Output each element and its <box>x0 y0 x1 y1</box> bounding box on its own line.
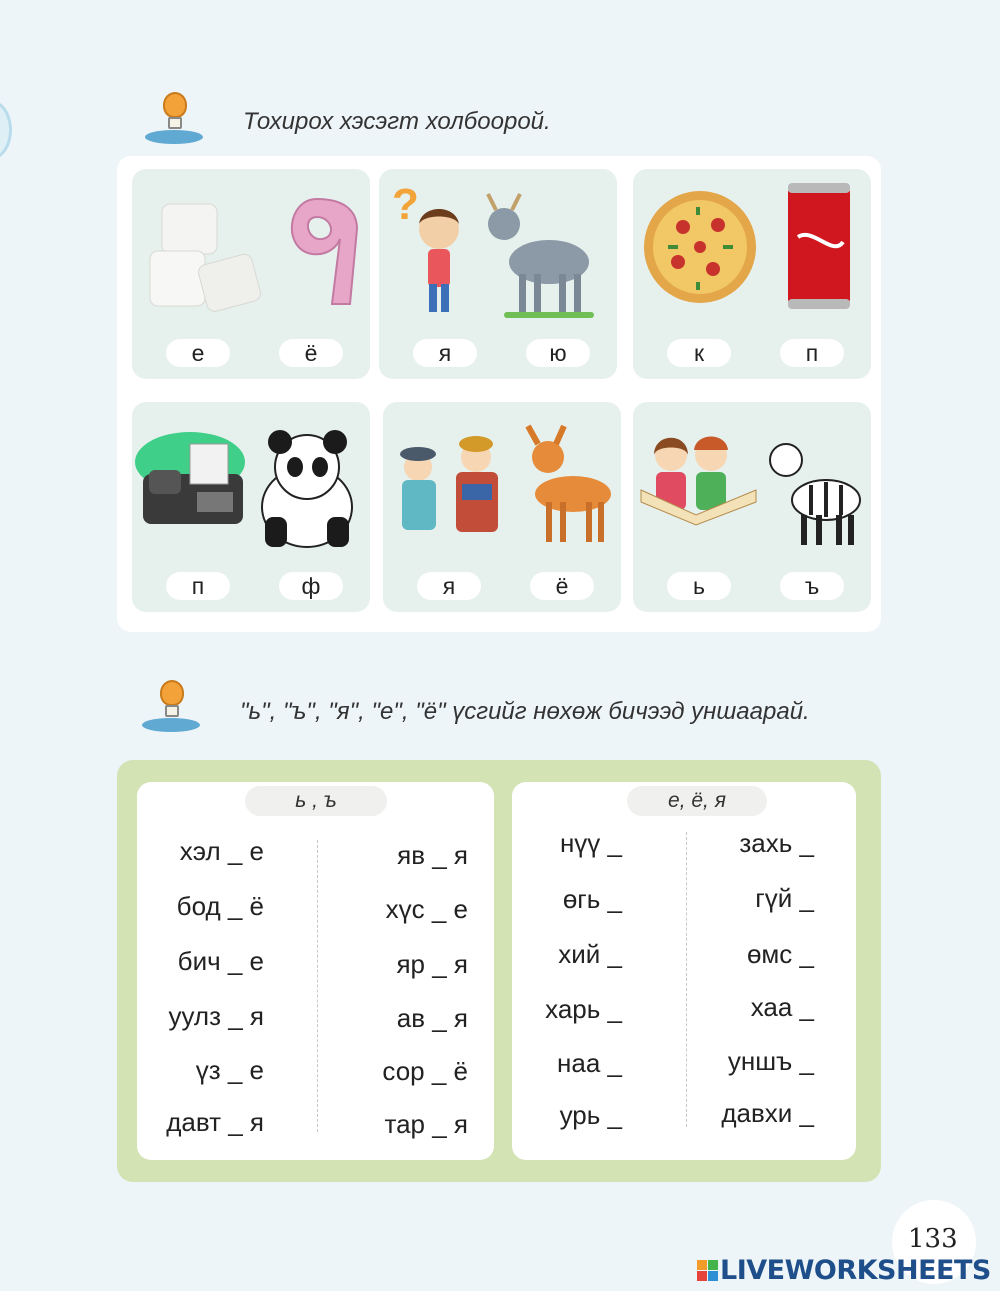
lightbulb-icon <box>145 92 205 144</box>
soft-hard-sign-box <box>137 782 494 1160</box>
sugar-cubes-and-nine-illustration <box>142 179 362 319</box>
fill-word[interactable]: захь _ <box>739 828 814 858</box>
fill-word[interactable]: уншъ _ <box>727 1046 814 1076</box>
fill-word[interactable]: бод _ ё <box>176 891 264 921</box>
picture-card-2 <box>379 169 617 379</box>
option-pill[interactable]: я <box>413 339 477 367</box>
fill-word[interactable]: яр _ я <box>396 949 468 979</box>
option-pill[interactable]: п <box>166 572 230 600</box>
fill-word[interactable]: хүс _ е <box>385 894 468 924</box>
side-tab-decoration <box>0 100 12 160</box>
exercise2-panel <box>117 760 881 1182</box>
logo-text: LIVEWORKSHEETS <box>720 1254 991 1286</box>
fill-word[interactable]: хий _ <box>558 939 622 969</box>
picture-card-3 <box>633 169 871 379</box>
fill-word[interactable]: яв _ я <box>397 840 468 870</box>
option-pill[interactable]: ъ <box>780 572 844 600</box>
svg-text:?: ? <box>392 180 419 229</box>
fill-word[interactable]: хаа _ <box>750 992 814 1022</box>
fill-word[interactable]: сор _ ё <box>382 1056 468 1086</box>
fax-and-panda-illustration <box>135 422 367 552</box>
option-pill[interactable]: е <box>166 339 230 367</box>
fill-word[interactable]: давт _ я <box>166 1107 264 1137</box>
option-pill[interactable]: ь <box>667 572 731 600</box>
fill-word[interactable]: наа _ <box>557 1048 622 1078</box>
boy-and-goat-illustration <box>384 174 614 324</box>
fill-word[interactable]: өмс _ <box>746 939 814 969</box>
fill-word[interactable]: урь _ <box>559 1100 622 1130</box>
fill-word[interactable]: хэл _ е <box>179 836 264 866</box>
picture-card-1 <box>132 169 370 379</box>
lightbulb-icon <box>142 680 202 732</box>
pizza-and-cola-illustration <box>638 177 868 327</box>
fill-word[interactable]: нүү _ <box>559 828 622 858</box>
fill-word[interactable]: ав _ я <box>396 1003 468 1033</box>
picture-card-6 <box>633 402 871 612</box>
picture-card-5 <box>383 402 621 612</box>
vowel-box <box>512 782 856 1160</box>
column-divider <box>686 832 687 1127</box>
page-number: 133 <box>908 1224 958 1254</box>
option-pill[interactable]: ю <box>526 339 590 367</box>
box-header: е, ё, я <box>627 786 767 816</box>
fill-word[interactable]: тар _ я <box>384 1109 468 1139</box>
option-pill[interactable]: ф <box>279 572 343 600</box>
fill-word[interactable]: үз _ е <box>195 1055 264 1085</box>
fill-word[interactable]: харь _ <box>545 994 622 1024</box>
column-divider <box>317 840 318 1132</box>
option-pill[interactable]: ё <box>279 339 343 367</box>
option-pill[interactable]: я <box>417 572 481 600</box>
box-header: ь , ъ <box>245 786 387 816</box>
liveworksheets-logo <box>697 1255 991 1285</box>
option-pill[interactable]: п <box>780 339 844 367</box>
kids-reading-and-zebra-illustration <box>636 420 868 555</box>
option-pill[interactable]: ё <box>530 572 594 600</box>
option-pill[interactable]: к <box>667 339 731 367</box>
logo-blocks-icon <box>697 1260 718 1281</box>
exercise1-panel <box>117 156 881 632</box>
fill-word[interactable]: давхи _ <box>721 1098 814 1128</box>
people-and-deer-illustration <box>388 422 618 552</box>
fill-word[interactable]: өгь _ <box>562 884 622 914</box>
fill-word[interactable]: уулз _ я <box>168 1001 264 1031</box>
fill-word[interactable]: бич _ е <box>177 946 264 976</box>
picture-card-4 <box>132 402 370 612</box>
exercise2-instruction: "ь", "ъ", "я", "е", "ё" үсгийг нөхөж бичээд уншаарай. <box>240 698 810 725</box>
fill-word[interactable]: гүй _ <box>755 883 814 913</box>
exercise1-instruction: Тохирох хэсэгт холбоорой. <box>243 108 551 135</box>
